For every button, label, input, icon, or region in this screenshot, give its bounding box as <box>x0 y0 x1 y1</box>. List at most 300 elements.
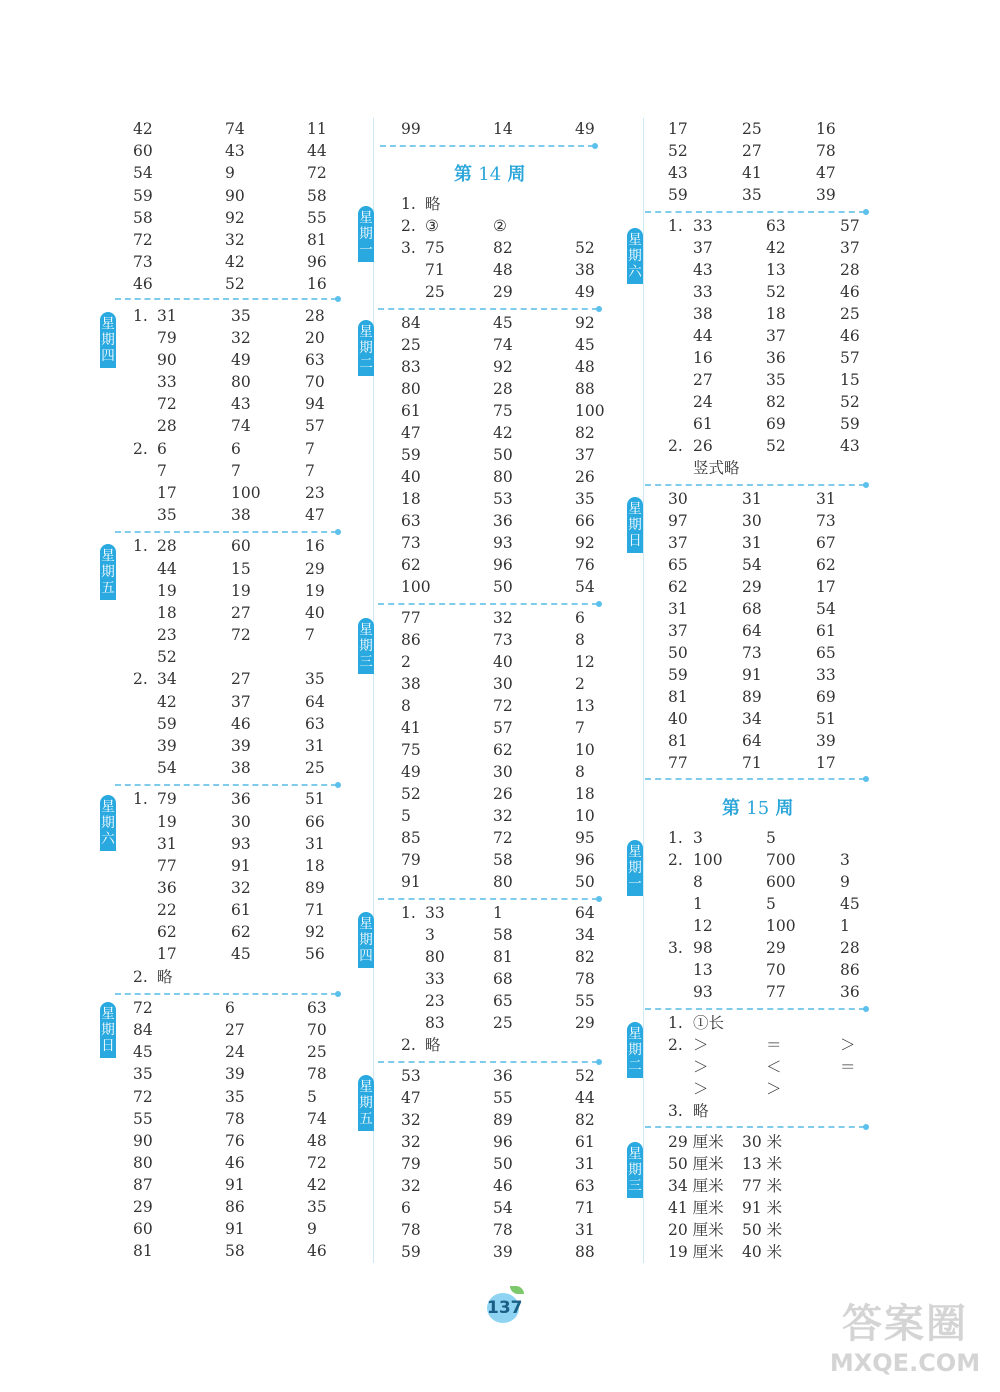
answer-value: 13 <box>575 697 595 715</box>
answer-value: 77 <box>157 857 177 875</box>
answer-value: 52 <box>401 785 421 803</box>
answer-value: 25 <box>493 1014 513 1032</box>
answer-value: 60 <box>231 537 251 555</box>
answer-value: 73 <box>742 644 762 662</box>
answer-value: 54 <box>816 600 836 618</box>
answer-value: 46 <box>840 283 860 301</box>
answer-value: 82 <box>766 393 786 411</box>
answer-value: 8 <box>575 763 585 781</box>
answer-value: 81 <box>493 948 513 966</box>
answer-value: 竖式略 <box>693 459 740 477</box>
answer-value: 37 <box>231 693 251 711</box>
answer-value: 10 <box>575 741 595 759</box>
answer-value: 45 <box>575 336 595 354</box>
answer-value: 1 <box>693 895 703 913</box>
weekday-tab: 星期三 <box>358 618 374 674</box>
answer-value: 98 <box>693 939 713 957</box>
answer-value: 9 <box>840 873 850 891</box>
answer-value: 44 <box>307 142 327 160</box>
answer-value: 45 <box>840 895 860 913</box>
answer-value: 35 <box>133 1065 153 1083</box>
answer-value: 64 <box>742 622 762 640</box>
answer-value: 41 <box>401 719 421 737</box>
answer-value: 30 <box>231 813 251 831</box>
answer-value: 32 <box>401 1177 421 1195</box>
answer-value: 84 <box>133 1021 153 1039</box>
answer-value: 65 <box>816 644 836 662</box>
answer-value: 80 <box>401 380 421 398</box>
answer-value: 72 <box>133 231 153 249</box>
answer-value: 100 <box>693 851 723 869</box>
answer-value: 26 <box>693 437 713 455</box>
answer-value: 54 <box>157 759 177 777</box>
answer-value: 42 <box>133 120 153 138</box>
answer-value: 48 <box>575 358 595 376</box>
answer-value: 25 <box>840 305 860 323</box>
answer-value: 37 <box>840 239 860 257</box>
answer-value: 63 <box>766 217 786 235</box>
answer-value: 51 <box>816 710 836 728</box>
answer-value: 16 <box>307 275 327 293</box>
answer-value: 89 <box>305 879 325 897</box>
answer-value: 63 <box>575 1177 595 1195</box>
answer-value: 18 <box>766 305 786 323</box>
answer-value: 72 <box>307 164 327 182</box>
answer-value: 77 <box>668 754 688 772</box>
answer-value: 37 <box>766 327 786 345</box>
answer-value: 42 <box>493 424 513 442</box>
answer-value: 84 <box>401 314 421 332</box>
answer-value: 19 <box>305 582 325 600</box>
answer-value: 72 <box>307 1154 327 1172</box>
answer-value: 52 <box>157 648 177 666</box>
answer-value: 30 <box>493 675 513 693</box>
answer-value: 77 米 <box>742 1177 783 1195</box>
answer-value: 12 <box>575 653 595 671</box>
weekday-tab: 星期一 <box>627 840 643 896</box>
section-separator <box>115 993 337 995</box>
answer-value: 45 <box>133 1043 153 1061</box>
answer-value: 700 <box>766 851 796 869</box>
answer-value: 85 <box>401 829 421 847</box>
answer-value: 96 <box>493 556 513 574</box>
answer-value: 65 <box>493 992 513 1010</box>
answer-value: 8 <box>693 873 703 891</box>
answer-value: 43 <box>668 164 688 182</box>
question-number: 1. <box>668 217 683 235</box>
answer-value: 13 米 <box>742 1155 783 1173</box>
weekday-tab: 星期二 <box>358 320 374 376</box>
answer-value: 26 <box>493 785 513 803</box>
answer-value: 79 <box>401 1155 421 1173</box>
answer-value: ＞ <box>766 1080 782 1098</box>
answer-value: 71 <box>425 261 445 279</box>
answer-value: 63 <box>305 715 325 733</box>
section-separator <box>378 1061 598 1063</box>
answer-value: 27 <box>225 1021 245 1039</box>
answer-value: 27 <box>231 670 251 688</box>
answer-value: 24 <box>693 393 713 411</box>
answer-value: 6 <box>157 440 167 458</box>
answer-value: 23 <box>425 992 445 1010</box>
answer-value: 34 <box>157 670 177 688</box>
answer-value: 70 <box>766 961 786 979</box>
answer-value: 5 <box>766 829 776 847</box>
answer-value: 38 <box>401 675 421 693</box>
answer-value: 33 <box>816 666 836 684</box>
answer-value: 5 <box>401 807 411 825</box>
answer-value: 52 <box>766 437 786 455</box>
answer-value: 80 <box>425 948 445 966</box>
answer-value: 44 <box>693 327 713 345</box>
answer-value: 82 <box>575 424 595 442</box>
question-number: 3. <box>401 239 416 257</box>
answer-value: 88 <box>575 1243 595 1261</box>
answer-value: 25 <box>742 120 762 138</box>
answer-value: 73 <box>493 631 513 649</box>
answer-value: 28 <box>305 307 325 325</box>
question-number: 3. <box>668 939 683 957</box>
answer-value: 13 <box>766 261 786 279</box>
answer-value: 59 <box>840 415 860 433</box>
answer-value: 29 厘米 <box>668 1133 724 1151</box>
answer-value: 48 <box>493 261 513 279</box>
answer-value: 53 <box>493 490 513 508</box>
answer-value: 69 <box>816 688 836 706</box>
question-number: 2. <box>668 1036 683 1054</box>
answer-value: 37 <box>668 622 688 640</box>
answer-value: 16 <box>816 120 836 138</box>
answer-value: 37 <box>575 446 595 464</box>
answer-value: 87 <box>133 1176 153 1194</box>
answer-value: 7 <box>305 626 315 644</box>
answer-value: 33 <box>693 283 713 301</box>
answer-value: 50 厘米 <box>668 1155 724 1173</box>
question-number: 2. <box>668 851 683 869</box>
answer-value: 18 <box>401 490 421 508</box>
section-separator <box>645 484 865 486</box>
weekday-tab: 星期二 <box>627 1022 643 1078</box>
answer-value: ② <box>493 217 507 235</box>
answer-value: 31 <box>575 1221 595 1239</box>
answer-value: 19 <box>157 813 177 831</box>
answer-value: 36 <box>231 790 251 808</box>
answer-value: 30 米 <box>742 1133 783 1151</box>
answer-value: 93 <box>693 983 713 1001</box>
answer-value: 29 <box>305 560 325 578</box>
answer-value: 86 <box>225 1198 245 1216</box>
answer-value: 79 <box>401 851 421 869</box>
answer-value: 81 <box>668 732 688 750</box>
answer-value: 72 <box>133 999 153 1017</box>
answer-value: 59 <box>401 446 421 464</box>
answer-value: 59 <box>401 1243 421 1261</box>
answer-value: 100 <box>231 484 261 502</box>
answer-value: 38 <box>231 759 251 777</box>
answer-value: 56 <box>305 945 325 963</box>
weekday-tab: 星期四 <box>358 912 374 968</box>
answer-value: 19 <box>231 582 251 600</box>
answer-value: 89 <box>493 1111 513 1129</box>
section-separator <box>378 898 598 900</box>
answer-value: 40 <box>668 710 688 728</box>
answer-value: 41 厘米 <box>668 1199 724 1217</box>
answer-value: 16 <box>693 349 713 367</box>
answer-value: 17 <box>668 120 688 138</box>
answer-value: 45 <box>231 945 251 963</box>
answer-value: 17 <box>157 484 177 502</box>
answer-value: 90 <box>133 1132 153 1150</box>
answer-value: 92 <box>493 358 513 376</box>
question-number: 2. <box>668 437 683 455</box>
answer-value: 77 <box>766 983 786 1001</box>
answer-value: 43 <box>840 437 860 455</box>
answer-value: ＝ <box>766 1036 782 1054</box>
answer-value: 55 <box>133 1110 153 1128</box>
answer-value: 72 <box>157 395 177 413</box>
answer-value: 3 <box>840 851 850 869</box>
question-number: 2. <box>133 440 148 458</box>
answer-value: 81 <box>307 231 327 249</box>
answer-value: 52 <box>840 393 860 411</box>
answer-value: 14 <box>493 120 513 138</box>
answer-value: 36 <box>493 512 513 530</box>
answer-value: 29 <box>575 1014 595 1032</box>
answer-value: 1 <box>493 904 503 922</box>
answer-value: 79 <box>157 790 177 808</box>
answer-value: 33 <box>425 904 445 922</box>
answer-value: 7 <box>305 462 315 480</box>
answer-value: ＜ <box>766 1058 782 1076</box>
answer-value: 61 <box>231 901 251 919</box>
answer-value: 49 <box>231 351 251 369</box>
answer-value: 19 <box>157 582 177 600</box>
answer-value: 1 <box>840 917 850 935</box>
answer-value: 66 <box>575 512 595 530</box>
answer-value: 44 <box>157 560 177 578</box>
answer-value: ①长 <box>693 1014 725 1032</box>
answer-value: 86 <box>840 961 860 979</box>
answer-value: 略 <box>157 968 173 986</box>
week-heading-15: 第 15 周 <box>722 798 794 819</box>
answer-value: 38 <box>693 305 713 323</box>
answer-value: 93 <box>493 534 513 552</box>
answer-value: 38 <box>231 506 251 524</box>
answer-value: 6 <box>401 1199 411 1217</box>
answer-value: 50 <box>575 873 595 891</box>
answer-value: 58 <box>225 1242 245 1260</box>
answer-value: 100 <box>575 402 605 420</box>
answer-value: 80 <box>493 468 513 486</box>
section-separator <box>645 778 865 780</box>
weekday-tab: 星期六 <box>627 228 643 284</box>
answer-value: 9 <box>307 1220 317 1238</box>
answer-value: 25 <box>401 336 421 354</box>
answer-value: 61 <box>401 402 421 420</box>
question-number: 1. <box>133 307 148 325</box>
answer-value: 78 <box>401 1221 421 1239</box>
answer-value: 68 <box>493 970 513 988</box>
answer-value: 35 <box>225 1088 245 1106</box>
answer-value: 63 <box>307 999 327 1017</box>
answer-value: 62 <box>816 556 836 574</box>
answer-value: 96 <box>307 253 327 271</box>
answer-value: 59 <box>668 186 688 204</box>
answer-value: 23 <box>305 484 325 502</box>
answer-value: 42 <box>307 1176 327 1194</box>
answer-value: 36 <box>157 879 177 897</box>
answer-value: 49 <box>401 763 421 781</box>
answer-value: 31 <box>305 835 325 853</box>
question-number: 1. <box>668 829 683 847</box>
answer-value: 28 <box>493 380 513 398</box>
answer-value: 27 <box>693 371 713 389</box>
answer-value: 39 <box>493 1243 513 1261</box>
answer-value: 41 <box>742 164 762 182</box>
answer-value: 38 <box>575 261 595 279</box>
question-number: 1. <box>401 904 416 922</box>
answer-value: 93 <box>231 835 251 853</box>
answer-value: 39 <box>816 732 836 750</box>
answer-value: 54 <box>575 578 595 596</box>
answer-value: 8 <box>401 697 411 715</box>
answer-value: 10 <box>575 807 595 825</box>
answer-value: 35 <box>766 371 786 389</box>
answer-value: 50 <box>493 1155 513 1173</box>
answer-value: 40 <box>493 653 513 671</box>
answer-value: 31 <box>157 835 177 853</box>
answer-value: 33 <box>157 373 177 391</box>
answer-value: 42 <box>225 253 245 271</box>
answer-value: 91 <box>742 666 762 684</box>
question-number: 3. <box>668 1102 683 1120</box>
answer-value: 91 米 <box>742 1199 783 1217</box>
answer-value: 29 <box>742 578 762 596</box>
answer-value: 74 <box>225 120 245 138</box>
answer-value: 70 <box>307 1021 327 1039</box>
answer-value: 45 <box>493 314 513 332</box>
answer-value: 2 <box>575 675 585 693</box>
answer-value: 67 <box>816 534 836 552</box>
answer-value: 59 <box>133 187 153 205</box>
answer-value: 6 <box>231 440 241 458</box>
answer-value: 略 <box>425 195 441 213</box>
answer-value: 77 <box>401 609 421 627</box>
answer-value: 82 <box>575 1111 595 1129</box>
answer-value: 92 <box>575 534 595 552</box>
answer-value: 32 <box>493 807 513 825</box>
answer-value: 74 <box>231 417 251 435</box>
question-number: 2. <box>401 217 416 235</box>
answer-value: 52 <box>766 283 786 301</box>
answer-value: 31 <box>742 534 762 552</box>
answer-value: 96 <box>575 851 595 869</box>
answer-value: 28 <box>840 261 860 279</box>
section-separator <box>115 298 337 300</box>
answer-value: 30 <box>742 512 762 530</box>
answer-value: 62 <box>668 578 688 596</box>
question-number: 1. <box>668 1014 683 1032</box>
answer-value: 78 <box>307 1065 327 1083</box>
answer-value: 16 <box>305 537 325 555</box>
answer-value: 47 <box>816 164 836 182</box>
answer-value: ＞ <box>693 1058 709 1076</box>
answer-value: 81 <box>668 688 688 706</box>
answer-value: 96 <box>493 1133 513 1151</box>
answer-value: 40 米 <box>742 1243 783 1261</box>
answer-value: ＞ <box>693 1036 709 1054</box>
answer-value: 88 <box>575 380 595 398</box>
answer-value: 34 <box>742 710 762 728</box>
answer-value: 40 <box>305 604 325 622</box>
answer-value: 9 <box>225 164 235 182</box>
answer-value: 81 <box>133 1242 153 1260</box>
answer-value: 35 <box>305 670 325 688</box>
answer-value: 82 <box>493 239 513 257</box>
answer-value: 44 <box>575 1089 595 1107</box>
answer-value: 46 <box>225 1154 245 1172</box>
answer-value: 60 <box>133 142 153 160</box>
answer-value: 99 <box>401 120 421 138</box>
answer-value: 91 <box>225 1220 245 1238</box>
answer-value: 50 <box>493 446 513 464</box>
answer-value: 43 <box>693 261 713 279</box>
answer-value: 78 <box>493 1221 513 1239</box>
answer-value: 29 <box>766 939 786 957</box>
answer-value: 52 <box>575 239 595 257</box>
answer-value: 39 <box>225 1065 245 1083</box>
section-separator <box>378 603 598 605</box>
answer-value: 49 <box>575 283 595 301</box>
question-number: 1. <box>133 790 148 808</box>
answer-value: 36 <box>840 983 860 1001</box>
answer-value: 31 <box>575 1155 595 1173</box>
answer-value: 47 <box>401 424 421 442</box>
answer-value: 39 <box>157 737 177 755</box>
answer-value: 22 <box>157 901 177 919</box>
answer-value: 17 <box>816 754 836 772</box>
weekday-tab: 星期日 <box>100 1002 116 1058</box>
weekday-tab: 星期五 <box>100 544 116 600</box>
answer-value: 42 <box>157 693 177 711</box>
answer-value: 27 <box>742 142 762 160</box>
section-separator <box>380 145 594 147</box>
answer-value: 25 <box>307 1043 327 1061</box>
answer-value: 83 <box>401 358 421 376</box>
answer-value: 73 <box>401 534 421 552</box>
answer-value: 5 <box>307 1088 317 1106</box>
weekday-tab: 星期三 <box>627 1142 643 1198</box>
answer-value: 91 <box>231 857 251 875</box>
answer-value: 89 <box>742 688 762 706</box>
answer-value: 6 <box>225 999 235 1017</box>
answer-value: 64 <box>575 904 595 922</box>
answer-value: 58 <box>493 926 513 944</box>
answer-value: 62 <box>157 923 177 941</box>
answer-value: 32 <box>231 879 251 897</box>
answer-value: 60 <box>133 1220 153 1238</box>
answer-value: 55 <box>575 992 595 1010</box>
answer-value: 68 <box>742 600 762 618</box>
answer-value: 7 <box>157 462 167 480</box>
answer-value: 74 <box>307 1110 327 1128</box>
answer-value: 18 <box>575 785 595 803</box>
answer-value: 62 <box>493 741 513 759</box>
answer-value: 61 <box>693 415 713 433</box>
answer-value: 2 <box>401 653 411 671</box>
answer-value: 13 <box>693 961 713 979</box>
answer-value: 61 <box>575 1133 595 1151</box>
